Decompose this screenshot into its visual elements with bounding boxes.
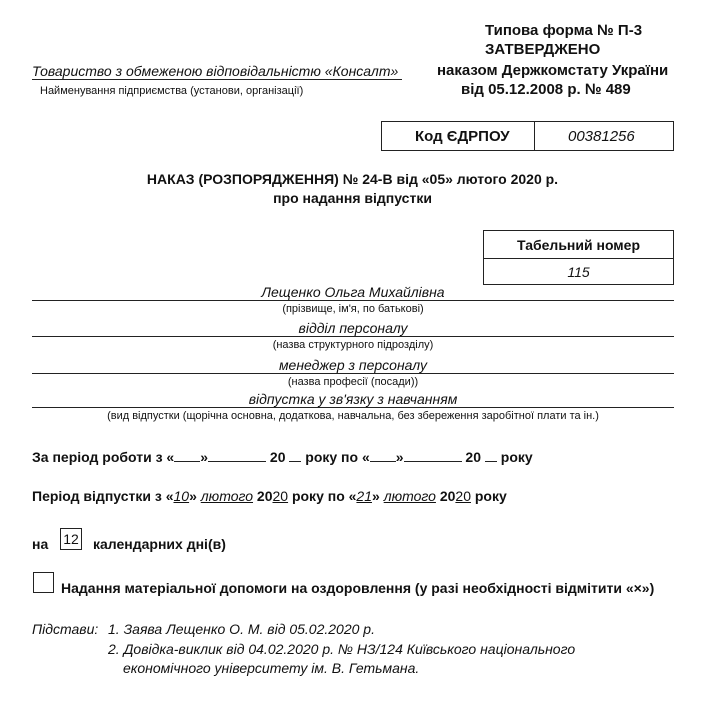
tabel-value: 115: [567, 264, 590, 280]
order-title: НАКАЗ (РОЗПОРЯДЖЕННЯ) № 24-В від «05» лютого 2020 р.: [146, 171, 559, 187]
leave-type-caption: (вид відпустки (щорічна основна, додаткова, навчальна, без збереження заробітної плати та ін.): [107, 410, 599, 422]
approved-label: ЗАТВЕРДЖЕНО: [485, 41, 601, 58]
work-period-year1: 20: [266, 449, 290, 465]
work-to-year-blank[interactable]: [485, 461, 497, 462]
work-period-q1: »: [200, 449, 209, 465]
leave-from-day: 10: [173, 488, 190, 504]
work-period-q2: »: [395, 449, 404, 465]
work-from-month-blank[interactable]: [208, 461, 266, 462]
work-period-prefix: За період роботи з «: [32, 449, 175, 465]
leave-period-q2: »: [372, 488, 384, 504]
leave-period: [32, 488, 507, 504]
dept-caption: (назва структурного підрозділу): [272, 339, 434, 351]
days-prefix: на: [32, 536, 49, 552]
basis-item-1: 1. Заява Лещенко О. М. від 05.02.2020 р.: [108, 621, 375, 637]
leave-type-line: [32, 407, 674, 408]
days-suffix: календарних дні(в): [93, 536, 226, 552]
days-box: [60, 528, 82, 550]
leave-to-month: лютого: [383, 488, 436, 504]
leave-to-day: 21: [356, 488, 372, 504]
position: менеджер з персоналу: [278, 357, 428, 373]
leave-type: відпустка у зв'язку з навчанням: [248, 391, 458, 407]
work-period: [32, 449, 533, 465]
leave-period-prefix: Період відпустки з «: [32, 488, 174, 504]
work-period-year2-end: року: [496, 449, 533, 465]
tabel-label: Табельний номер: [517, 237, 640, 253]
basis-item-2-line2: економічного університету ім. В. Гетьмана.: [123, 660, 420, 676]
edrpou-label: Код ЄДРПОУ: [415, 128, 510, 145]
work-from-year-blank[interactable]: [289, 461, 301, 462]
work-period-year1-end: року по «: [301, 449, 370, 465]
edrpou-box: [381, 121, 674, 151]
leave-period-end: року: [470, 488, 507, 504]
work-to-day-blank[interactable]: [370, 461, 396, 462]
tabel-box: [483, 230, 674, 285]
tabel-divider: [484, 258, 673, 259]
aid-label: Надання матеріальної допомоги на оздоровлення (у разі необхідності відмітити «×»): [61, 580, 655, 596]
edrpou-value: 00381256: [568, 128, 635, 145]
leave-to-year-a: 20: [435, 488, 456, 504]
leave-period-mid: року по «: [288, 488, 357, 504]
days-value: 12: [63, 531, 79, 547]
position-caption: (назва професії (посади)): [287, 376, 419, 388]
order-subtitle: про надання відпустки: [273, 190, 432, 206]
name-line: [32, 300, 674, 301]
company-name: Товариство з обмеженою відповідальністю «Консалт»: [32, 63, 402, 80]
work-period-year2: 20: [461, 449, 485, 465]
edrpou-divider: [534, 122, 535, 150]
position-line: [32, 373, 674, 374]
basis-label: Підстави:: [32, 621, 99, 637]
leave-from-month: лютого: [200, 488, 254, 504]
leave-from-year-b: 20: [272, 488, 289, 504]
name-caption: (прізвище, ім'я, по батькові): [282, 303, 424, 315]
dept-line: [32, 336, 674, 337]
basis-item-2-line1: 2. Довідка-виклик від 04.02.2020 р. № НЗ/124 Київського національного: [108, 641, 576, 657]
company-caption: Найменування підприємства (установи, організації): [40, 85, 304, 97]
aid-checkbox[interactable]: [33, 572, 54, 593]
form-number: Типова форма № П-3: [485, 22, 643, 39]
employee-name: Лещенко Ольга Михайлівна: [261, 284, 445, 300]
leave-to-year-b: 20: [455, 488, 471, 504]
work-to-month-blank[interactable]: [404, 461, 462, 462]
work-from-day-blank[interactable]: [174, 461, 200, 462]
leave-from-year-a: 20: [253, 488, 273, 504]
department: відділ персоналу: [298, 320, 408, 336]
approval-date: від 05.12.2008 р. № 489: [461, 81, 631, 98]
leave-period-q1: »: [189, 488, 201, 504]
approval-order: наказом Держкомстату України: [437, 62, 669, 79]
